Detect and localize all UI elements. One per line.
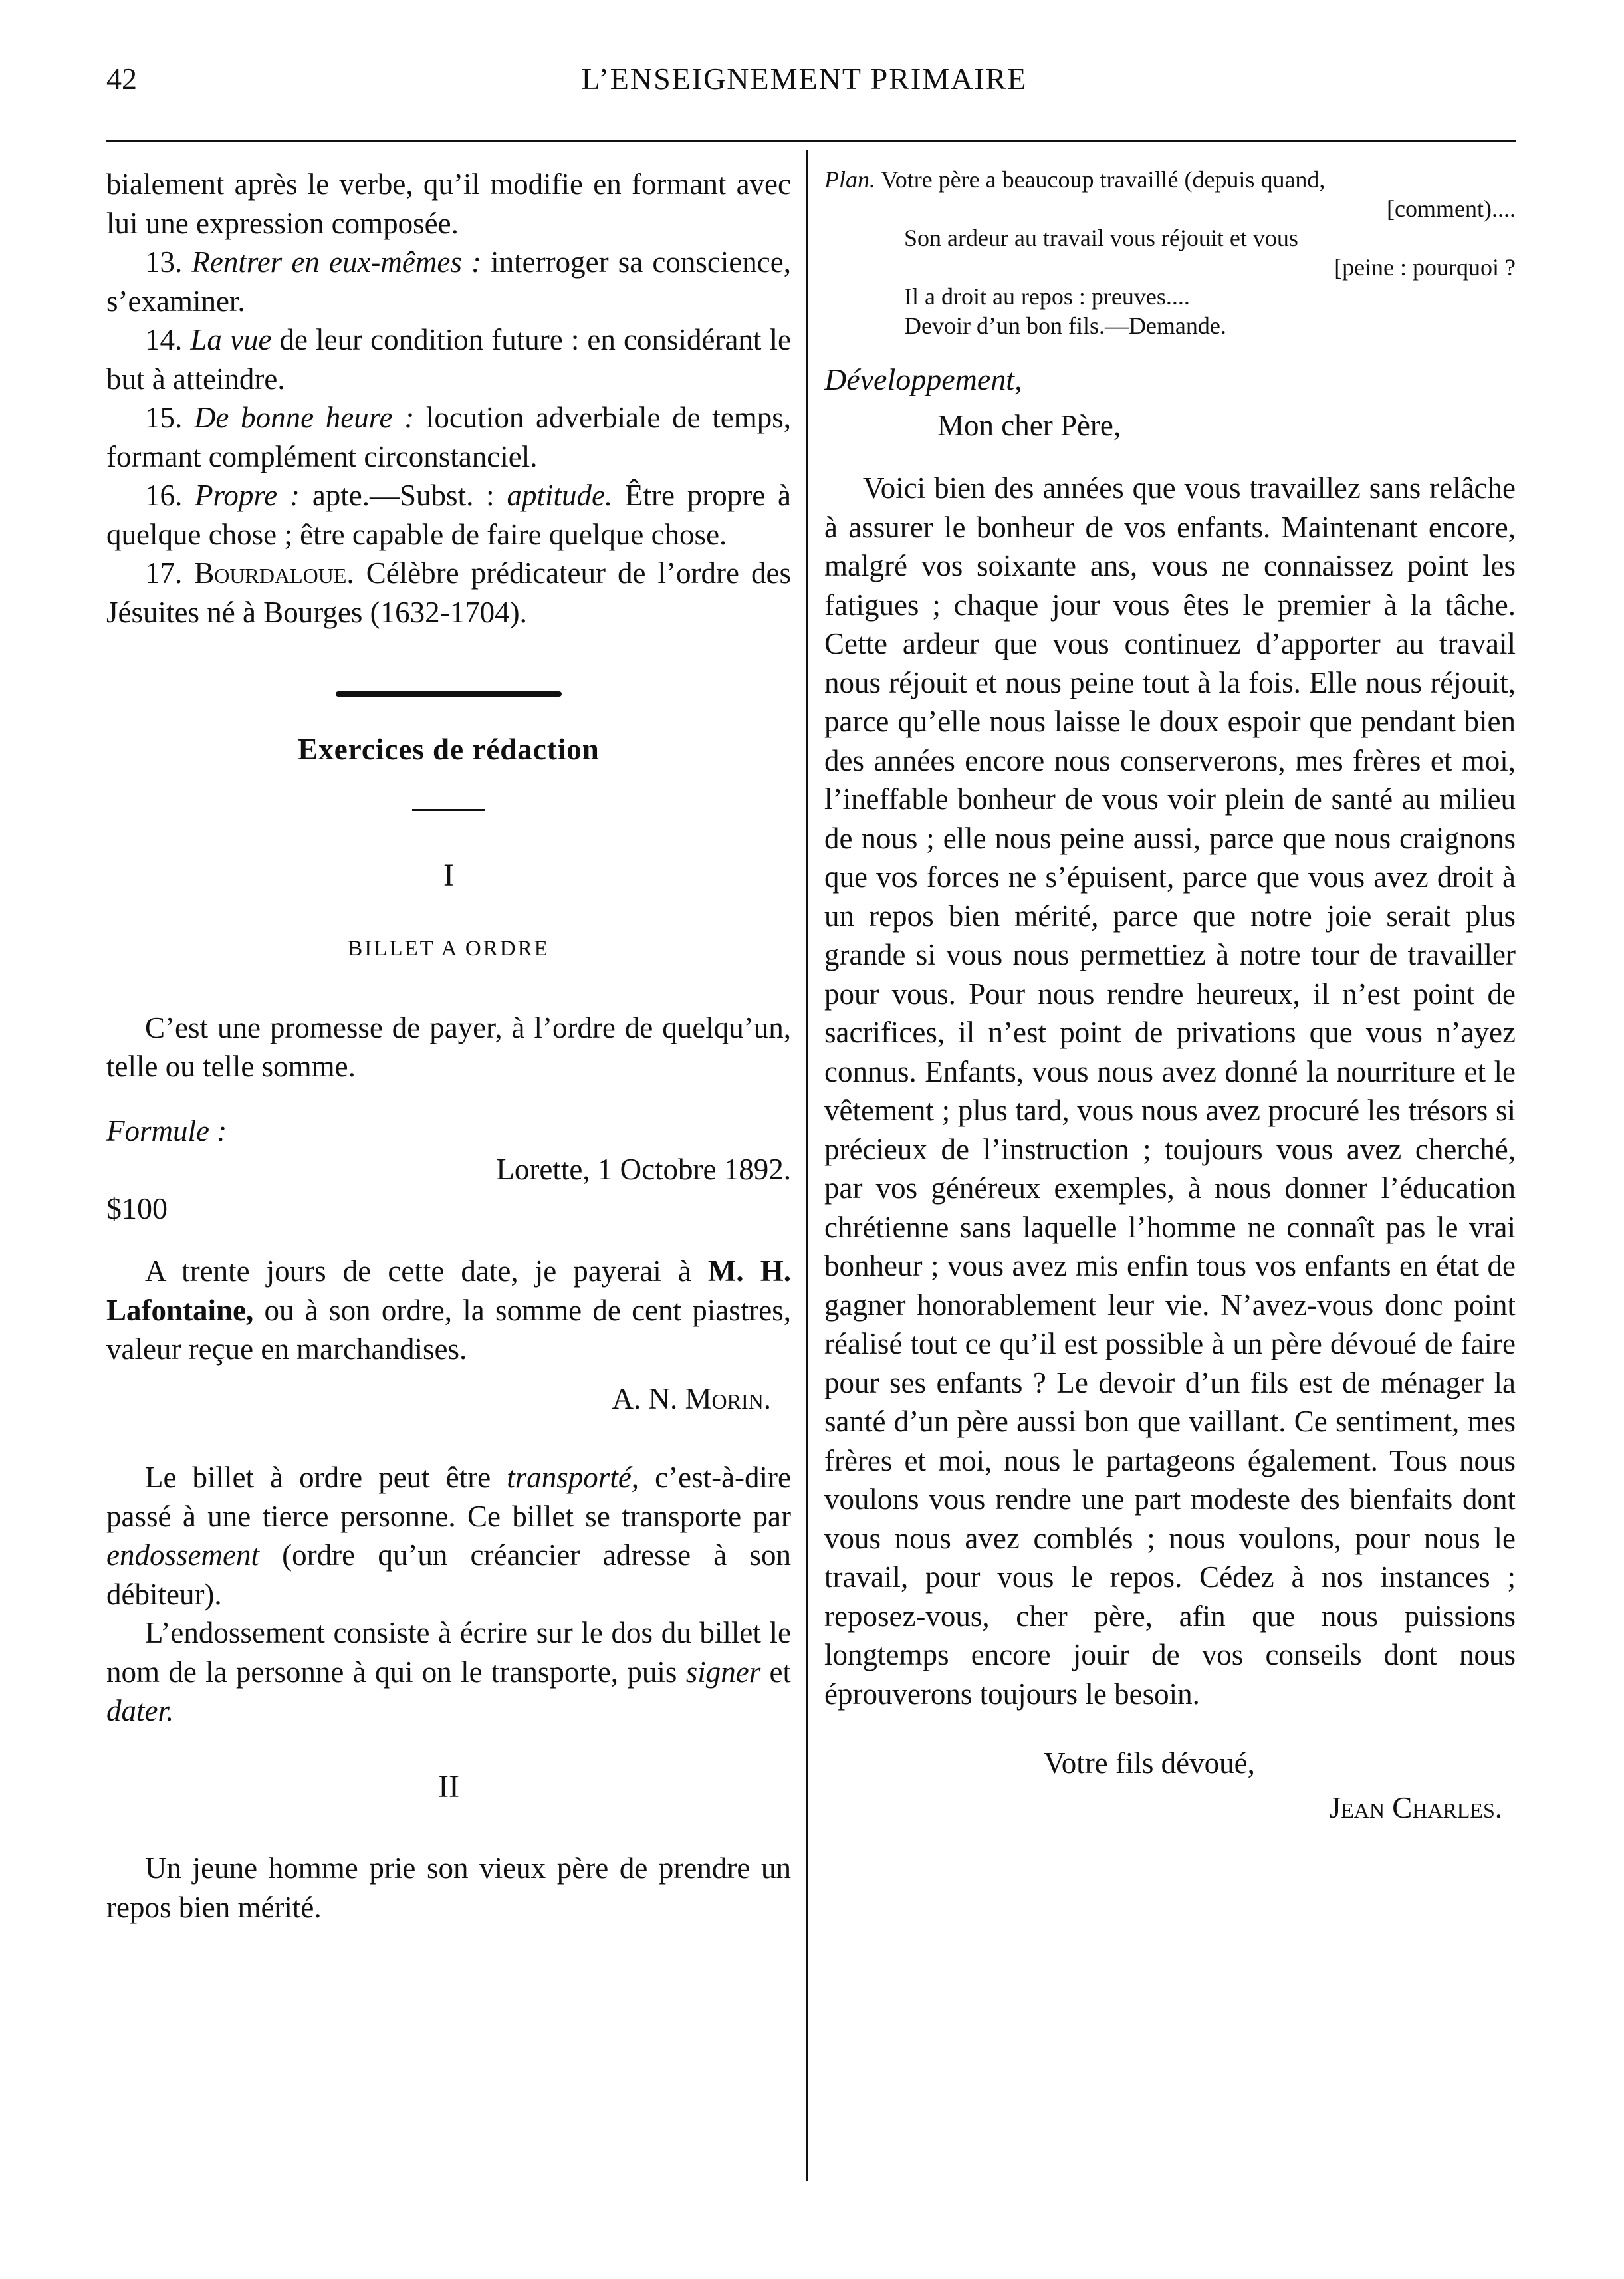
billet-text (106, 1252, 791, 1369)
note-number: 13. (145, 245, 183, 279)
note-text: apte.—Subst. : (300, 479, 507, 512)
transport-term: transporté, (507, 1461, 639, 1494)
billet-payee: M. H. Lafontaine, (106, 1255, 791, 1327)
note-term: Rentrer en eux-mêmes : (191, 245, 482, 279)
note-term-2: aptitude. (507, 479, 613, 512)
letter-body: Voici bien des années que vous travaillez sans relâche à assurer le bonheur de vos enfants. Maintenant encore, malgré vos soixante ans, vous ne connaissez point les fatigues ; chaque jour vous êtes le premier à la tâche. Cette ardeur que vous continuez d’apporter au travail nous réjouit et nous peine tout à la fois. Elle nous réjouit, parce qu’elle nous laisse le doux espoir que pendant bien des années encore nous conserverons, mes frères et moi, l’ineffable bonheur de vous voir plein de santé au milieu de nous ; elle nous peine aussi, parce que nous craignons que vos forces ne s’épuisent, parce que vous avez droit à un repos bien mérité, parce que notre joie serait plus grande si vous nous permettiez à notre tour de travailler pour vous. Pour nous rendre heureux, il n’est point de sacrifices, il n’est point de privations que vous n’ayez connus. Enfants, vous nous avez donné la nourriture et le vêtement ; plus tard, vous nous avez procuré les trésors si précieux de l’instruction ; toujours vous avez cherché, par vos généreux exemples, à nous donner l’éducation chrétienne sans laquelle l’homme ne connaît pas le vrai bonheur ; vous avez mis enfin tous vos enfants en état de gagner honorablement leur vie. N’avez-vous donc point réalisé tout ce qu’il est possible à un père dévoué de faire pour ses enfants ? Le devoir d’un fils est de ménager la santé d’un père aussi bon que vaillant. Ce sentiment, mes frères et moi, nous le partageons également. Tous nous voulons vous rendre une part modeste des bienfaits dont vous nous avez comblés ; nous voulons, pour nous le travail, pour vous le repos. Cédez à nos instances ; reposez-vous, cher père, afin que nous puissions longtemps encore jouir de vos conseils dont nous éprouverons toujours le besoin. (824, 471, 1516, 1711)
note-16 (106, 476, 791, 554)
transport-paragraph (106, 1458, 791, 1614)
billet-signature: A. N. Morin. (612, 1381, 771, 1415)
running-title: L’ENSEIGNEMENT PRIMAIRE (581, 62, 1028, 96)
transport-term-2: endossement (106, 1538, 259, 1572)
billet-date: Lorette, 1 Octobre 1892. (496, 1153, 791, 1186)
exercise-2-prompt: Un jeune homme prie son vieux père de prendre un repos bien mérité. (106, 1852, 791, 1924)
salutation: Mon cher Père, (937, 408, 1121, 442)
billet-text-2: ou à son ordre, la somme de cent piastres, valeur reçue en marchandises. (106, 1293, 791, 1366)
page-number: 42 (106, 62, 137, 96)
endos-text-2: et (760, 1655, 791, 1689)
note-term: La vue (190, 323, 272, 356)
section-title: Exercices de rédaction (298, 733, 600, 766)
note-17 (106, 554, 791, 632)
plan-line-1 (824, 165, 1516, 194)
letter-closing: Votre fils dévoué, (1044, 1746, 1255, 1780)
endos-term: signer (685, 1655, 761, 1689)
plan-line-4: Devoir d’un bon fils.—Demande. (904, 312, 1226, 339)
plan-line-1b: [comment).... (1387, 195, 1516, 222)
exercise-number-2: II (438, 1768, 459, 1804)
billet-amount: $100 (106, 1191, 168, 1225)
endossement-paragraph (106, 1614, 791, 1731)
note-term: De bonne heure : (193, 401, 415, 434)
page-header (106, 61, 1502, 108)
endos-term-2: dater. (106, 1694, 174, 1727)
note-14 (106, 320, 791, 398)
continuation-paragraph: bialement après le verbe, qu’il modifie en formant avec lui une expression composée. (106, 168, 791, 240)
letter-signature: Jean Charles. (1329, 1790, 1502, 1824)
exercise-subhead: BILLET A ORDRE (348, 937, 550, 961)
exercise-number-1: I (443, 857, 454, 893)
note-13 (106, 243, 791, 320)
column-divider (806, 150, 808, 2181)
formule-label: Formule : (106, 1114, 227, 1147)
transport-text-3: (ordre qu’un créancier adresse à son débiteur). (106, 1538, 791, 1611)
ornamental-rule (336, 691, 562, 697)
note-text: locution adverbiale de temps, formant complément circonstanciel. (106, 401, 792, 473)
plan-line-2: Son ardeur au travail vous réjouit et vous (904, 225, 1298, 251)
transport-text-2: c’est-à-dire passé à une tierce personne. Ce billet se transporte par (106, 1461, 791, 1533)
transport-text-1: Le billet à ordre peut être (145, 1461, 507, 1494)
note-number: 15. (145, 401, 183, 434)
note-number: 14. (145, 323, 183, 356)
plan-line-3: Il a droit au repos : preuves.... (904, 283, 1190, 310)
note-number: 17. (145, 556, 183, 590)
billet-definition: C’est une promesse de payer, à l’ordre de quelqu’un, telle ou telle somme. (106, 1011, 791, 1083)
note-15 (106, 398, 791, 476)
plan-line-2b: [peine : pourquoi ? (1334, 254, 1516, 281)
left-column (106, 165, 791, 1927)
note-term: Propre : (195, 479, 300, 512)
right-column (824, 165, 1516, 1827)
header-rule (106, 140, 1516, 142)
plan-text-1: Votre père a beaucoup travaillé (depuis quand, (875, 166, 1326, 193)
plan-label: Plan. (824, 166, 875, 193)
developpement-label: Développement, (824, 362, 1022, 396)
note-text: interroger sa conscience, s’examiner. (106, 245, 792, 318)
note-number: 16. (145, 479, 183, 512)
note-name: Bourdaloue. (194, 556, 354, 590)
note-text: de leur condition future : en considérant le but à atteindre. (106, 323, 791, 396)
plan-block (824, 165, 1516, 340)
endos-text-1: L’endossement consiste à écrire sur le dos du billet le nom de la personne à qui on le transporte, puis (106, 1616, 791, 1689)
short-rule (412, 809, 485, 811)
billet-text-1: A trente jours de cette date, je payerai à (145, 1255, 708, 1288)
note-text-2: Être propre à quelque chose ; être capable de faire quelque chose. (106, 479, 791, 551)
note-text: Célèbre prédicateur de l’ordre des Jésuites né à Bourges (1632-1704). (106, 556, 792, 629)
